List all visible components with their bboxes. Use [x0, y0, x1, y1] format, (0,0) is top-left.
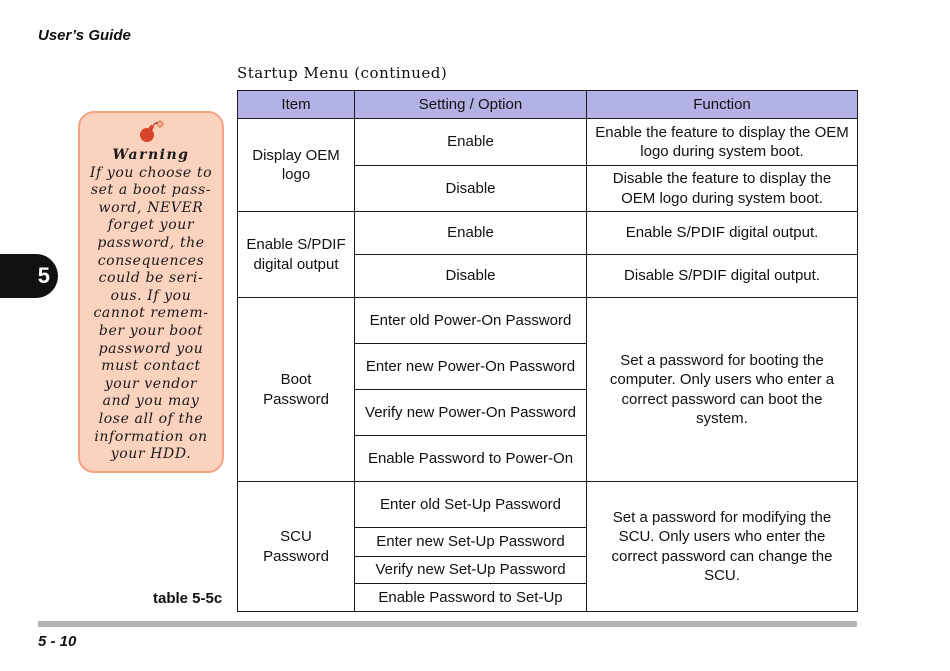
- warning-line: and you may: [102, 393, 200, 410]
- warning-line: ber your boot: [98, 322, 204, 339]
- warning-line: must contact: [101, 358, 201, 375]
- setting-cell: Enter old Power-On Password: [355, 298, 587, 344]
- header-title: User’s Guide: [38, 27, 131, 44]
- item-cell: Boot Password: [238, 298, 355, 482]
- setting-cell: Enable Password to Set-Up: [355, 584, 587, 612]
- footer-divider: [38, 621, 857, 627]
- warning-line: your vendor: [104, 375, 198, 392]
- chapter-tab: [0, 254, 58, 298]
- warning-line: consequences: [97, 252, 205, 269]
- warning-line: If you choose to: [89, 164, 213, 181]
- header-setting: Setting / Option: [355, 91, 587, 119]
- setting-cell: Enter new Power-On Password: [355, 344, 587, 390]
- bomb-icon: [134, 119, 168, 145]
- item-cell: Enable S/PDIF digital output: [238, 212, 355, 298]
- item-cell: Display OEM logo: [238, 119, 355, 212]
- setting-cell: Enable: [355, 119, 587, 166]
- warning-box: [78, 111, 224, 473]
- table-header-row: [238, 91, 858, 119]
- startup-menu-table: [237, 90, 858, 612]
- warning-line: password you: [98, 340, 204, 357]
- warning-line: your HDD.: [110, 446, 192, 463]
- item-cell: SCU Password: [238, 482, 355, 612]
- function-cell: Set a password for booting the computer. Only users who enter a correct password can boot the system.: [587, 298, 858, 482]
- function-cell: Enable the feature to display the OEM logo during system boot.: [587, 119, 858, 166]
- chapter-number: 5: [37, 263, 50, 288]
- table-row: [238, 298, 858, 344]
- table-row: [238, 482, 858, 528]
- warning-line: forget your: [107, 217, 195, 234]
- warning-line: could be seri-: [98, 270, 204, 287]
- warning-line: cannot remem-: [93, 305, 209, 322]
- table-row: [238, 212, 858, 255]
- header-item: Item: [238, 91, 355, 119]
- function-cell: Disable S/PDIF digital output.: [587, 255, 858, 298]
- setting-cell: Enter new Set-Up Password: [355, 528, 587, 557]
- function-cell: Disable the feature to display the OEM logo during system boot.: [587, 166, 858, 212]
- warning-line: ous. If you: [110, 287, 192, 304]
- warning-line: information on: [94, 428, 208, 445]
- table-row: [238, 119, 858, 166]
- table-caption: table 5-5c: [153, 590, 223, 607]
- page-number: 5 - 10: [38, 633, 77, 650]
- warning-line: set a boot pass-: [90, 182, 212, 199]
- warning-line: password, the: [97, 234, 205, 251]
- function-cell: Enable S/PDIF digital output.: [587, 212, 858, 255]
- setting-cell: Verify new Power-On Password: [355, 390, 587, 436]
- section-title: Startup Menu (continued): [237, 64, 448, 82]
- setting-cell: Disable: [355, 255, 587, 298]
- setting-cell: Verify new Set-Up Password: [355, 557, 587, 584]
- warning-text: [80, 165, 222, 464]
- function-cell: Set a password for modifying the SCU. Only users who enter the correct password can change the SCU.: [587, 482, 858, 612]
- setting-cell: Disable: [355, 166, 587, 212]
- setting-cell: Enter old Set-Up Password: [355, 482, 587, 528]
- setting-cell: Enable: [355, 212, 587, 255]
- warning-line: lose all of the: [98, 410, 204, 427]
- setting-cell: Enable Password to Power-On: [355, 436, 587, 482]
- header-function: Function: [587, 91, 858, 119]
- warning-title: Warning: [112, 147, 190, 163]
- warning-line: word, NEVER: [98, 199, 204, 216]
